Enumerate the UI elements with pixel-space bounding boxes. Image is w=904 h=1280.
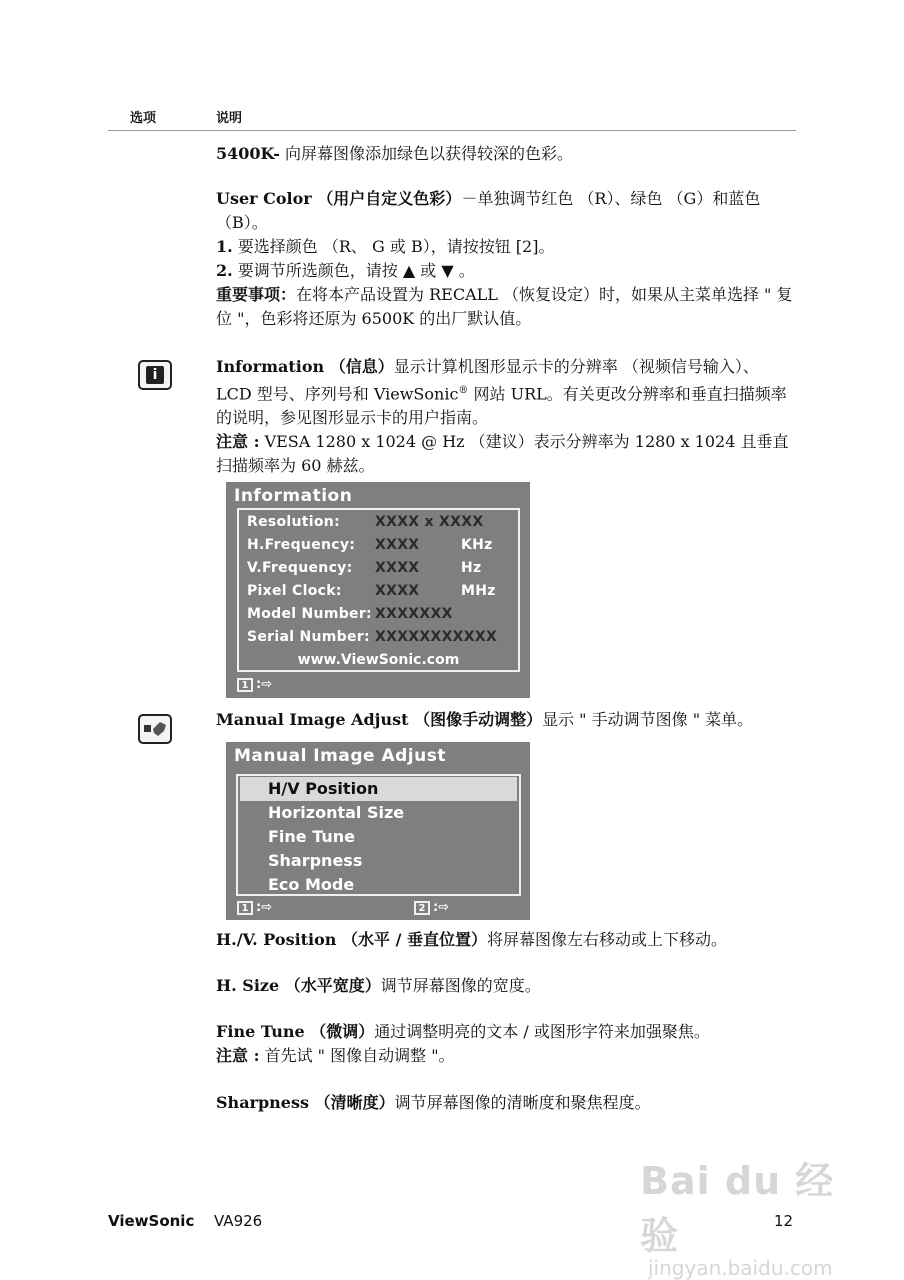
menu-item-sharpness[interactable]: Sharpness xyxy=(268,851,363,870)
menu-item-horizontal-size[interactable]: Horizontal Size xyxy=(268,803,405,822)
osd-info-row xyxy=(247,560,481,576)
osd-info-label: V.Frequency: xyxy=(247,560,353,576)
desc-5400k: 向屏幕图像添加绿色以获得较深的色彩。 xyxy=(279,144,574,163)
note-label: 注意 : xyxy=(216,432,260,452)
osd-info-label: Resolution: xyxy=(247,514,340,530)
desc-manual-adjust: 显示 " 手动调节图像 " 菜单。 xyxy=(542,710,754,729)
osd-info-label: Model Number: xyxy=(247,606,372,622)
term-information: Information xyxy=(216,357,325,376)
enter-icon: :⇨ xyxy=(433,900,450,915)
osd-info-row xyxy=(247,514,483,530)
osd-info-title: Information xyxy=(234,486,353,506)
osd-info-row xyxy=(247,537,493,553)
term-h-size: H. Size xyxy=(216,976,280,995)
term-sharpness: Sharpness xyxy=(216,1093,309,1112)
hand-icon xyxy=(142,719,168,739)
section-5400k xyxy=(216,142,796,166)
section-sharpness xyxy=(216,1091,796,1115)
term-hv-position: H./V. Position xyxy=(216,930,337,949)
term-hv-position-cn: （水平 / 垂直位置） xyxy=(336,930,487,949)
osd-info-frame xyxy=(237,508,520,672)
watermark-url: jingyan.baidu.com xyxy=(648,1256,833,1280)
note-text: VESA 1280 x 1024 @ Hz （建议）表示分辨率为 1280 x 1024 且垂直扫描频率为 60 赫兹。 xyxy=(216,432,789,476)
information-icon xyxy=(138,360,172,390)
desc-user-color: －单独调节红色 （R）、绿色 （G）和蓝色 （B）。 xyxy=(216,189,761,232)
page-number: 12 xyxy=(774,1212,794,1230)
osd-info-row xyxy=(247,583,496,599)
registered-mark: ® xyxy=(458,385,469,396)
term-user-color-cn: （用户自定义色彩） xyxy=(311,189,462,208)
osd-info-label: Serial Number: xyxy=(247,629,370,645)
term-manual-adjust: Manual Image Adjust xyxy=(216,710,409,729)
osd-info-label: Pixel Clock: xyxy=(247,583,342,599)
info-glyph: i xyxy=(146,366,164,384)
term-h-size-cn: （水平宽度） xyxy=(279,976,381,995)
desc-h-size: 调节屏幕图像的宽度。 xyxy=(380,976,541,995)
osd-info-value: XXXX xyxy=(375,560,420,576)
header-col-desc: 说明 xyxy=(216,111,243,126)
osd-info-row xyxy=(247,606,453,622)
osd-info-unit: Hz xyxy=(461,560,482,576)
section-user-color xyxy=(216,187,796,331)
desc-information-a: 显示计算机图形显示卡的分辨率 （视频信号输入）、 LCD 型号、序列号和 ViewSonic xyxy=(216,357,759,404)
term-information-cn: （信息） xyxy=(324,357,394,376)
desc-sharpness: 调节屏幕图像的清晰度和聚焦程度。 xyxy=(394,1093,651,1112)
osd-key-1-badge: 1 xyxy=(237,678,253,692)
osd-info-url: www.ViewSonic.com xyxy=(297,652,460,668)
step-1-number: 1. xyxy=(216,237,233,256)
osd-manual-panel xyxy=(226,742,530,920)
note-text: 首先试 " 图像自动调整 "。 xyxy=(259,1046,455,1065)
menu-item-eco-mode[interactable]: Eco Mode xyxy=(268,875,355,894)
exit-icon: :⇨ xyxy=(256,677,273,692)
menu-item-hv-position[interactable]: H/V Position xyxy=(240,777,517,801)
osd-info-value: XXXX xyxy=(375,537,420,553)
section-h-size xyxy=(216,974,796,998)
osd-info-value: XXXXXXXXXXX xyxy=(375,629,498,645)
note-label: 注意 : xyxy=(216,1046,260,1065)
osd-info-value: XXXX xyxy=(375,583,420,599)
desc-hv-position: 将屏幕图像左右移动或上下移动。 xyxy=(486,930,727,949)
osd-info-unit: MHz xyxy=(461,583,496,599)
desc-information-b: 网站 URL。有关更改分辨率和垂直扫描频率的说明，参见图形显示卡的用户指南。 xyxy=(216,384,787,428)
header-rule xyxy=(108,130,796,131)
osd-info-label: H.Frequency: xyxy=(247,537,356,553)
section-manual-adjust xyxy=(216,708,796,732)
header-col-option: 选项 xyxy=(130,111,157,126)
step-1-text: 要选择颜色 （R、 G 或 B），请按按钮 [2]。 xyxy=(232,237,555,256)
important-text: 在将本产品设置为 RECALL （恢复设定）时，如果从主菜单选择 " 复位 "，色彩将还原为 6500K 的出厂默认值。 xyxy=(216,285,793,328)
term-user-color: User Color xyxy=(216,189,312,208)
section-information xyxy=(216,355,796,478)
osd-info-unit: KHz xyxy=(461,537,493,553)
section-hv-position xyxy=(216,928,796,952)
term-fine-tune: Fine Tune xyxy=(216,1022,305,1041)
osd-key-1-badge: 1 xyxy=(237,901,253,915)
exit-icon: :⇨ xyxy=(256,900,273,915)
step-2-text: 要调节所选颜色，请按 ▲ 或 ▼ 。 xyxy=(232,261,475,280)
osd-information-panel xyxy=(226,482,530,698)
menu-item-fine-tune[interactable]: Fine Tune xyxy=(268,827,356,846)
desc-fine-tune: 通过调整明亮的文本 / 或图形字符来加强聚焦。 xyxy=(374,1022,710,1041)
term-fine-tune-cn: （微调） xyxy=(304,1022,375,1041)
watermark-logo: Bai du 经验 xyxy=(640,1159,835,1258)
manual-adjust-icon xyxy=(138,714,172,744)
osd-key-2-badge: 2 xyxy=(414,901,430,915)
osd-info-row xyxy=(247,629,497,645)
baidu-watermark xyxy=(640,1150,840,1280)
footer-model: VA926 xyxy=(214,1212,263,1230)
important-label: 重要事项： xyxy=(216,285,297,304)
section-fine-tune xyxy=(216,1020,796,1068)
osd-info-value: XXXXXXX xyxy=(375,606,453,622)
footer-brand: ViewSonic xyxy=(108,1212,195,1230)
osd-manual-title: Manual Image Adjust xyxy=(234,746,446,766)
osd-manual-frame xyxy=(236,774,521,896)
step-2-number: 2. xyxy=(216,261,233,280)
term-sharpness-cn: （清晰度） xyxy=(309,1093,395,1112)
term-manual-adjust-cn: （图像手动调整） xyxy=(408,710,543,729)
osd-info-value: XXXX x XXXX xyxy=(375,514,484,530)
term-5400k: 5400K- xyxy=(216,144,280,163)
